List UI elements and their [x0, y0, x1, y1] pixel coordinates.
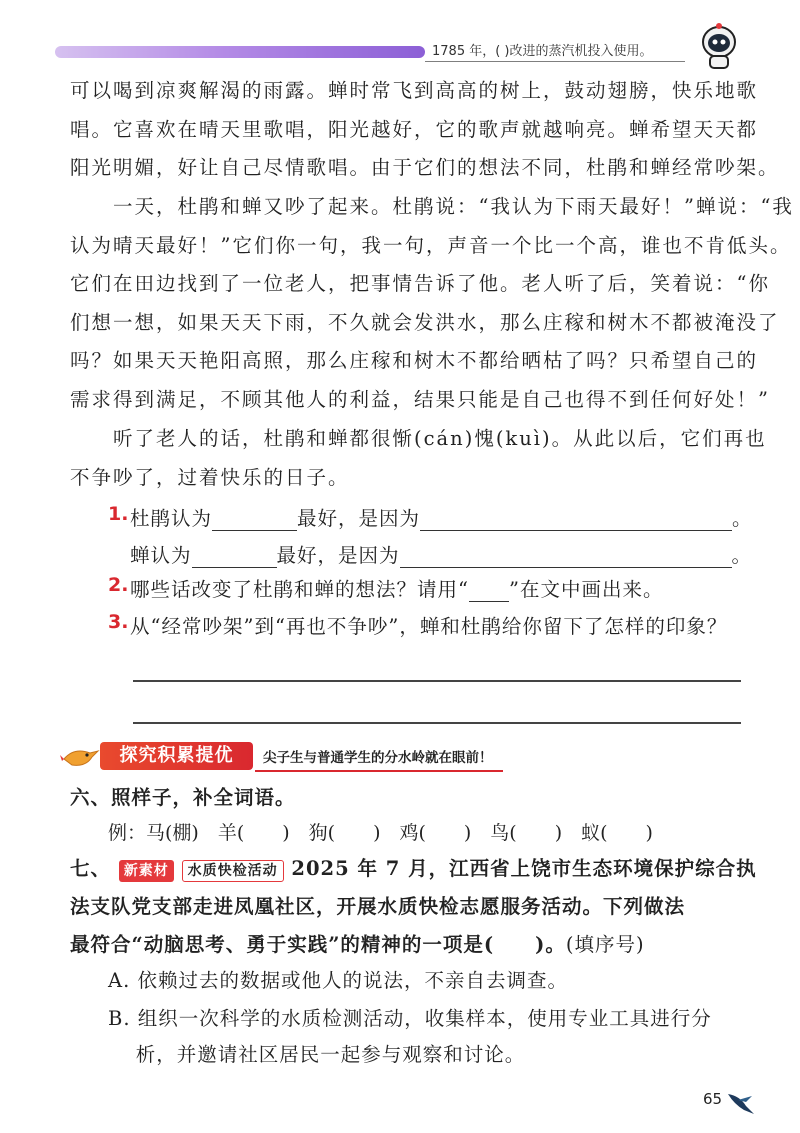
passage-line: 们想一想，如果天天下雨，不久就会发洪水，那么庄稼和树木不都被淹没了: [70, 310, 780, 334]
question-2: [130, 574, 663, 602]
topic-tag: 水质快检活动: [182, 860, 284, 882]
question-text: 蝉认为: [130, 544, 192, 567]
question-text: 最好，是因为: [297, 507, 421, 530]
section-banner: 探究积累提优: [100, 742, 253, 770]
question-1-line-b: [130, 540, 752, 568]
question-3-number: 3.: [108, 611, 129, 633]
bird-footer-icon: [726, 1086, 756, 1116]
option-b-line-1[interactable]: B. 组织一次科学的水质检测活动，收集样本，使用专业工具进行分: [108, 1007, 712, 1030]
question-text: ”在文中画出来。: [508, 578, 664, 601]
section-tip: 尖子生与普通学生的分水岭就在眼前！: [263, 750, 493, 766]
option-a[interactable]: A. 依赖过去的数据或他人的说法，不亲自去调查。: [108, 969, 568, 992]
passage-line: 唱。它喜欢在晴天里歌唱，阳光越好，它的歌声就越响亮。蝉希望天天都: [70, 117, 759, 141]
passage-paragraph-3: [70, 420, 767, 497]
question-7-line-3: [70, 926, 645, 964]
question-text: 。: [731, 544, 753, 567]
astronaut-mascot-icon: [696, 22, 742, 70]
question-6-example: 例：马(棚) 羊( ) 狗( ) 鸡( ) 鸟( ) 蚁( ): [108, 822, 653, 844]
header-decor-bar: [55, 46, 425, 58]
question-text: 2025 年 7 月，江西省上饶市生态环境保护综合执: [291, 857, 757, 880]
section-rule: [255, 770, 503, 772]
passage-line: 听了老人的话，杜鹃和蝉都很惭(cán)愧(kuì)。从此以后，它们再也: [70, 427, 767, 450]
passage-line: 可以喝到凉爽解渴的雨露。蝉时常飞到高高的树上，鼓动翅膀，快乐地歌: [70, 79, 759, 102]
passage-line: 一天，杜鹃和蝉又吵了起来。杜鹃说：“我认为下雨天最好！”蝉说：“我: [70, 195, 794, 218]
answer-line[interactable]: [133, 680, 741, 682]
question-text: 最好，是因为: [276, 544, 400, 567]
header-tip: 1785 年，( )改进的蒸汽机投入使用。: [432, 44, 653, 59]
question-1-line-a: [130, 503, 753, 531]
header-rule: [425, 61, 685, 62]
answer-line[interactable]: [133, 722, 741, 724]
passage-line: 需求得到满足，不顾其他人的利益，结果只能是自己也得不到任何好处！”: [70, 387, 770, 411]
question-7-line-1: [70, 850, 757, 888]
question-1-number: 1.: [108, 503, 129, 525]
answer-blank[interactable]: [192, 544, 277, 568]
question-6-title: 六、照样子，补全词语。: [70, 786, 296, 809]
question-2-number: 2.: [108, 574, 129, 596]
passage-paragraph-1: [70, 72, 780, 188]
passage-line: 阳光明媚，好让自己尽情歌唱。由于它们的想法不同，杜鹃和蝉经常吵架。: [70, 156, 780, 179]
question-text: 最符合“动脑思考、勇于实践”的精神的一项是( )。: [70, 933, 566, 956]
option-b-line-2: 析，并邀请社区居民一起参与观察和讨论。: [108, 1043, 526, 1066]
passage-line: 不争吵了，过着快乐的日子。: [70, 465, 350, 489]
underline-sample: [469, 578, 509, 602]
question-7-line-2: 法支队党支部走进凤凰社区，开展水质快检志愿服务活动。下列做法: [70, 895, 686, 918]
answer-blank[interactable]: [400, 544, 732, 568]
passage-line: 吗？如果天天艳阳高照，那么庄稼和树木不都给晒枯了吗？只希望自己的: [70, 349, 759, 372]
question-text: 。: [732, 507, 753, 530]
page-number: 65: [703, 1090, 723, 1108]
answer-blank[interactable]: [420, 507, 732, 531]
question-7-number: 七、: [70, 857, 112, 880]
passage-paragraph-2: [70, 188, 794, 419]
question-text: 哪些话改变了杜鹃和蝉的想法？请用“: [130, 578, 469, 601]
question-text: 杜鹃认为: [130, 507, 213, 530]
passage-line: 认为晴天最好！”它们你一句，我一句，声音一个比一个高，谁也不肯低头。: [70, 233, 792, 257]
question-note: (填序号): [565, 933, 645, 956]
bird-icon: [60, 743, 100, 771]
passage-line: 它们在田边找到了一位老人，把事情告诉了他。老人听了后，笑着说：“你: [70, 272, 770, 295]
question-3: 从“经常吵架”到“再也不争吵”，蝉和杜鹃给你留下了怎样的印象？: [130, 615, 728, 638]
new-material-tag: 新素材: [119, 860, 174, 882]
answer-blank[interactable]: [212, 507, 297, 531]
